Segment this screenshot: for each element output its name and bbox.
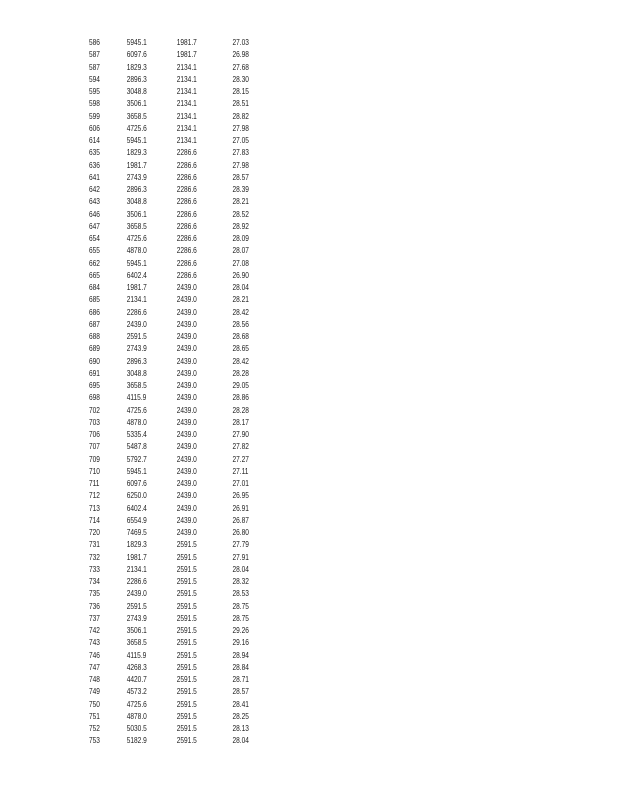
value-a-cell: 3506.1 [126, 626, 147, 635]
table-row [89, 49, 265, 61]
value-a-cell: 3506.1 [126, 209, 147, 219]
value-b-cell: 2286.6 [176, 160, 197, 170]
table-row [89, 490, 265, 502]
row-id-cell: 734 [89, 577, 100, 586]
table-row [89, 674, 265, 686]
value-a-cell: 4878.0 [126, 711, 147, 721]
value-c-cell: 28.86 [232, 393, 249, 403]
row-id-cell: 732 [89, 552, 100, 562]
row-id-cell: 642 [89, 185, 100, 194]
table-row [89, 135, 265, 147]
row-id-cell: 709 [89, 454, 100, 464]
value-c-cell: 28.32 [232, 577, 249, 586]
table-row [89, 356, 265, 368]
value-b-cell: 2591.5 [176, 577, 197, 586]
value-b-cell: 2439.0 [176, 479, 197, 488]
value-c-cell: 26.98 [232, 50, 249, 60]
value-b-cell: 2134.1 [176, 62, 197, 72]
value-c-cell: 26.80 [232, 528, 249, 537]
value-a-cell: 6097.6 [126, 479, 147, 488]
value-b-cell: 2439.0 [176, 503, 197, 513]
value-c-cell: 28.75 [232, 613, 249, 623]
value-b-cell: 1981.7 [176, 50, 197, 60]
table-row [89, 662, 265, 674]
value-c-cell: 28.53 [232, 589, 249, 599]
table-row [89, 515, 265, 527]
value-c-cell: 26.87 [232, 515, 249, 525]
value-b-cell: 2439.0 [176, 307, 197, 317]
value-a-cell: 4878.0 [126, 246, 147, 256]
value-b-cell: 1981.7 [176, 38, 197, 47]
row-id-cell: 595 [89, 87, 100, 96]
row-id-cell: 665 [89, 270, 100, 280]
value-c-cell: 28.56 [232, 319, 249, 329]
row-id-cell: 749 [89, 687, 100, 697]
value-a-cell: 6554.9 [126, 515, 147, 525]
row-id-cell: 614 [89, 136, 100, 145]
value-c-cell: 28.94 [232, 650, 249, 660]
table-row [89, 478, 265, 490]
value-a-cell: 1829.3 [126, 62, 147, 72]
value-b-cell: 2286.6 [176, 209, 197, 219]
value-c-cell: 28.65 [232, 344, 249, 354]
value-a-cell: 4725.6 [126, 699, 147, 709]
value-c-cell: 27.98 [232, 160, 249, 170]
value-c-cell: 28.51 [232, 99, 249, 109]
value-a-cell: 7469.5 [126, 528, 147, 537]
table-row [89, 209, 265, 221]
table-row [89, 196, 265, 208]
table-row [89, 172, 265, 184]
table-row [89, 405, 265, 417]
value-a-cell: 1981.7 [126, 552, 147, 562]
value-a-cell: 2896.3 [126, 185, 147, 194]
value-a-cell: 2439.0 [126, 319, 147, 329]
data-table [89, 37, 265, 748]
value-b-cell: 2591.5 [176, 601, 197, 611]
value-c-cell: 26.95 [232, 491, 249, 501]
value-b-cell: 2439.0 [176, 430, 197, 439]
row-id-cell: 720 [89, 528, 100, 537]
value-a-cell: 3506.1 [126, 99, 147, 109]
row-id-cell: 750 [89, 699, 100, 709]
row-id-cell: 690 [89, 356, 100, 366]
row-id-cell: 702 [89, 405, 100, 415]
value-c-cell: 28.25 [232, 711, 249, 721]
value-b-cell: 2591.5 [176, 540, 197, 550]
value-a-cell: 2896.3 [126, 74, 147, 84]
row-id-cell: 746 [89, 650, 100, 660]
value-b-cell: 2286.6 [176, 246, 197, 256]
table-row [89, 637, 265, 649]
value-a-cell: 6402.4 [126, 270, 147, 280]
row-id-cell: 599 [89, 111, 100, 121]
table-row [89, 307, 265, 319]
value-c-cell: 28.13 [232, 724, 249, 733]
table-row [89, 699, 265, 711]
value-b-cell: 2591.5 [176, 552, 197, 562]
value-c-cell: 28.17 [232, 417, 249, 427]
row-id-cell: 598 [89, 99, 100, 109]
value-b-cell: 2286.6 [176, 197, 197, 207]
value-b-cell: 2286.6 [176, 270, 197, 280]
value-c-cell: 29.05 [232, 381, 249, 390]
value-c-cell: 27.91 [232, 552, 249, 562]
table-row [89, 723, 265, 735]
table-row [89, 245, 265, 257]
value-c-cell: 28.52 [232, 209, 249, 219]
value-a-cell: 5030.5 [126, 724, 147, 733]
value-b-cell: 2591.5 [176, 724, 197, 733]
value-b-cell: 2439.0 [176, 466, 197, 476]
value-c-cell: 26.90 [232, 270, 249, 280]
value-c-cell: 27.01 [232, 479, 249, 488]
value-b-cell: 2439.0 [176, 442, 197, 452]
row-id-cell: 736 [89, 601, 100, 611]
table-row [89, 160, 265, 172]
value-a-cell: 4725.6 [126, 405, 147, 415]
table-row [89, 233, 265, 245]
value-a-cell: 4268.3 [126, 662, 147, 672]
value-c-cell: 28.41 [232, 699, 249, 709]
table-row [89, 184, 265, 196]
row-id-cell: 711 [89, 479, 100, 488]
value-b-cell: 2286.6 [176, 221, 197, 231]
row-id-cell: 737 [89, 613, 100, 623]
table-row [89, 258, 265, 270]
table-row [89, 380, 265, 392]
value-b-cell: 2134.1 [176, 87, 197, 96]
value-a-cell: 2439.0 [126, 589, 147, 599]
value-a-cell: 2286.6 [126, 577, 147, 586]
value-b-cell: 2439.0 [176, 393, 197, 403]
table-row [89, 588, 265, 600]
table-row [89, 111, 265, 123]
table-row [89, 221, 265, 233]
value-a-cell: 6097.6 [126, 50, 147, 60]
table-row [89, 613, 265, 625]
table-row [89, 576, 265, 588]
value-b-cell: 2439.0 [176, 491, 197, 501]
row-id-cell: 586 [89, 38, 100, 47]
value-c-cell: 28.57 [232, 172, 249, 182]
value-a-cell: 2743.9 [126, 613, 147, 623]
table-row [89, 552, 265, 564]
row-id-cell: 713 [89, 503, 100, 513]
table-row [89, 429, 265, 441]
row-id-cell: 662 [89, 258, 100, 268]
row-id-cell: 742 [89, 626, 100, 635]
row-id-cell: 606 [89, 123, 100, 133]
row-id-cell: 655 [89, 246, 100, 256]
value-a-cell: 3048.8 [126, 197, 147, 207]
value-a-cell: 4420.7 [126, 675, 147, 684]
table-row [89, 711, 265, 723]
value-a-cell: 2591.5 [126, 332, 147, 341]
row-id-cell: 686 [89, 307, 100, 317]
value-a-cell: 2591.5 [126, 601, 147, 611]
row-id-cell: 714 [89, 515, 100, 525]
value-c-cell: 28.07 [232, 246, 249, 256]
value-b-cell: 2591.5 [176, 699, 197, 709]
row-id-cell: 587 [89, 62, 100, 72]
value-b-cell: 2591.5 [176, 650, 197, 660]
value-a-cell: 4573.2 [126, 687, 147, 697]
row-id-cell: 707 [89, 442, 100, 452]
row-id-cell: 688 [89, 332, 100, 341]
value-c-cell: 28.92 [232, 221, 249, 231]
value-c-cell: 29.16 [232, 638, 249, 648]
value-b-cell: 2439.0 [176, 528, 197, 537]
table-row [89, 98, 265, 110]
value-a-cell: 2896.3 [126, 356, 147, 366]
value-c-cell: 27.11 [232, 466, 249, 476]
value-c-cell: 28.21 [232, 197, 249, 207]
value-a-cell: 1829.3 [126, 540, 147, 550]
value-c-cell: 27.82 [232, 442, 249, 452]
value-b-cell: 2439.0 [176, 319, 197, 329]
value-c-cell: 28.39 [232, 185, 249, 194]
table-row [89, 147, 265, 159]
value-b-cell: 2134.1 [176, 74, 197, 84]
value-b-cell: 2591.5 [176, 662, 197, 672]
value-a-cell: 5945.1 [126, 136, 147, 145]
value-c-cell: 27.98 [232, 123, 249, 133]
value-b-cell: 2591.5 [176, 675, 197, 684]
value-a-cell: 5182.9 [126, 736, 147, 746]
value-a-cell: 2134.1 [126, 295, 147, 305]
value-a-cell: 6250.0 [126, 491, 147, 501]
table-row [89, 417, 265, 429]
value-c-cell: 26.91 [232, 503, 249, 513]
value-b-cell: 2591.5 [176, 626, 197, 635]
row-id-cell: 646 [89, 209, 100, 219]
value-a-cell: 4878.0 [126, 417, 147, 427]
row-id-cell: 698 [89, 393, 100, 403]
table-row [89, 270, 265, 282]
row-id-cell: 635 [89, 148, 100, 158]
value-c-cell: 28.28 [232, 405, 249, 415]
value-a-cell: 3658.5 [126, 111, 147, 121]
value-a-cell: 4725.6 [126, 123, 147, 133]
value-b-cell: 2439.0 [176, 332, 197, 341]
row-id-cell: 733 [89, 564, 100, 574]
value-c-cell: 28.28 [232, 368, 249, 378]
value-a-cell: 2743.9 [126, 344, 147, 354]
value-c-cell: 27.03 [232, 38, 249, 47]
row-id-cell: 747 [89, 662, 100, 672]
value-c-cell: 28.04 [232, 283, 249, 292]
table-row [89, 735, 265, 747]
value-a-cell: 3658.5 [126, 381, 147, 390]
row-id-cell: 735 [89, 589, 100, 599]
table-row [89, 392, 265, 404]
value-b-cell: 2439.0 [176, 381, 197, 390]
table-row [89, 319, 265, 331]
value-c-cell: 28.30 [232, 74, 249, 84]
value-a-cell: 5792.7 [126, 454, 147, 464]
row-id-cell: 752 [89, 724, 100, 733]
value-c-cell: 27.83 [232, 148, 249, 158]
value-b-cell: 2134.1 [176, 111, 197, 121]
table-row [89, 123, 265, 135]
value-b-cell: 2286.6 [176, 234, 197, 243]
row-id-cell: 687 [89, 319, 100, 329]
value-a-cell: 4725.6 [126, 234, 147, 243]
table-row [89, 331, 265, 343]
value-c-cell: 27.90 [232, 430, 249, 439]
value-b-cell: 2286.6 [176, 258, 197, 268]
row-id-cell: 691 [89, 368, 100, 378]
value-b-cell: 2439.0 [176, 356, 197, 366]
table-row [89, 74, 265, 86]
row-id-cell: 706 [89, 430, 100, 439]
value-b-cell: 2439.0 [176, 368, 197, 378]
row-id-cell: 594 [89, 74, 100, 84]
value-b-cell: 2591.5 [176, 638, 197, 648]
value-b-cell: 2439.0 [176, 454, 197, 464]
row-id-cell: 654 [89, 234, 100, 243]
row-id-cell: 685 [89, 295, 100, 305]
row-id-cell: 731 [89, 540, 100, 550]
value-a-cell: 5945.1 [126, 466, 147, 476]
value-c-cell: 28.42 [232, 307, 249, 317]
value-c-cell: 28.71 [232, 675, 249, 684]
value-c-cell: 28.15 [232, 87, 249, 96]
table-row [89, 86, 265, 98]
table-row [89, 368, 265, 380]
table-row [89, 294, 265, 306]
value-c-cell: 28.04 [232, 736, 249, 746]
value-a-cell: 3658.5 [126, 638, 147, 648]
row-id-cell: 641 [89, 172, 100, 182]
table-row [89, 601, 265, 613]
value-c-cell: 28.04 [232, 564, 249, 574]
value-a-cell: 1981.7 [126, 283, 147, 292]
value-a-cell: 5335.4 [126, 430, 147, 439]
value-a-cell: 3048.8 [126, 368, 147, 378]
table-row [89, 564, 265, 576]
row-id-cell: 712 [89, 491, 100, 501]
value-b-cell: 2591.5 [176, 711, 197, 721]
value-a-cell: 5945.1 [126, 38, 147, 47]
table-row [89, 503, 265, 515]
table-row [89, 37, 265, 49]
table-row [89, 527, 265, 539]
value-a-cell: 2286.6 [126, 307, 147, 317]
table-row [89, 343, 265, 355]
row-id-cell: 748 [89, 675, 100, 684]
table-row [89, 466, 265, 478]
value-c-cell: 27.27 [232, 454, 249, 464]
value-b-cell: 2439.0 [176, 344, 197, 354]
value-b-cell: 2134.1 [176, 99, 197, 109]
value-c-cell: 28.21 [232, 295, 249, 305]
value-b-cell: 2591.5 [176, 589, 197, 599]
table-row [89, 441, 265, 453]
value-b-cell: 2591.5 [176, 687, 197, 697]
table-body [89, 37, 265, 748]
table-row [89, 62, 265, 74]
row-id-cell: 695 [89, 381, 100, 390]
value-b-cell: 2134.1 [176, 123, 197, 133]
value-b-cell: 2286.6 [176, 185, 197, 194]
row-id-cell: 753 [89, 736, 100, 746]
value-a-cell: 6402.4 [126, 503, 147, 513]
value-b-cell: 2439.0 [176, 405, 197, 415]
value-b-cell: 2591.5 [176, 613, 197, 623]
value-c-cell: 28.42 [232, 356, 249, 366]
value-c-cell: 27.08 [232, 258, 249, 268]
value-c-cell: 28.57 [232, 687, 249, 697]
value-c-cell: 28.09 [232, 234, 249, 243]
row-id-cell: 751 [89, 711, 100, 721]
value-b-cell: 2134.1 [176, 136, 197, 145]
row-id-cell: 587 [89, 50, 100, 60]
value-b-cell: 2439.0 [176, 283, 197, 292]
value-b-cell: 2591.5 [176, 736, 197, 746]
value-b-cell: 2591.5 [176, 564, 197, 574]
value-c-cell: 28.84 [232, 662, 249, 672]
value-a-cell: 4115.9 [126, 650, 147, 660]
value-b-cell: 2439.0 [176, 295, 197, 305]
value-c-cell: 29.26 [232, 626, 249, 635]
row-id-cell: 743 [89, 638, 100, 648]
row-id-cell: 636 [89, 160, 100, 170]
value-a-cell: 1981.7 [126, 160, 147, 170]
row-id-cell: 643 [89, 197, 100, 207]
row-id-cell: 684 [89, 283, 100, 292]
value-a-cell: 5945.1 [126, 258, 147, 268]
value-a-cell: 4115.9 [126, 393, 147, 403]
table-row [89, 650, 265, 662]
value-b-cell: 2286.6 [176, 172, 197, 182]
value-c-cell: 27.05 [232, 136, 249, 145]
value-a-cell: 3658.5 [126, 221, 147, 231]
value-b-cell: 2439.0 [176, 417, 197, 427]
value-a-cell: 5487.8 [126, 442, 147, 452]
row-id-cell: 647 [89, 221, 100, 231]
table-row [89, 454, 265, 466]
value-a-cell: 2134.1 [126, 564, 147, 574]
value-c-cell: 28.75 [232, 601, 249, 611]
value-c-cell: 28.82 [232, 111, 249, 121]
value-b-cell: 2439.0 [176, 515, 197, 525]
table-row [89, 686, 265, 698]
value-c-cell: 27.68 [232, 62, 249, 72]
table-row [89, 625, 265, 637]
value-a-cell: 2743.9 [126, 172, 147, 182]
row-id-cell: 710 [89, 466, 100, 476]
value-a-cell: 3048.8 [126, 87, 147, 96]
value-c-cell: 28.68 [232, 332, 249, 341]
table-row [89, 282, 265, 294]
value-a-cell: 1829.3 [126, 148, 147, 158]
value-c-cell: 27.79 [232, 540, 249, 550]
table-row [89, 539, 265, 551]
value-b-cell: 2286.6 [176, 148, 197, 158]
row-id-cell: 689 [89, 344, 100, 354]
row-id-cell: 703 [89, 417, 100, 427]
